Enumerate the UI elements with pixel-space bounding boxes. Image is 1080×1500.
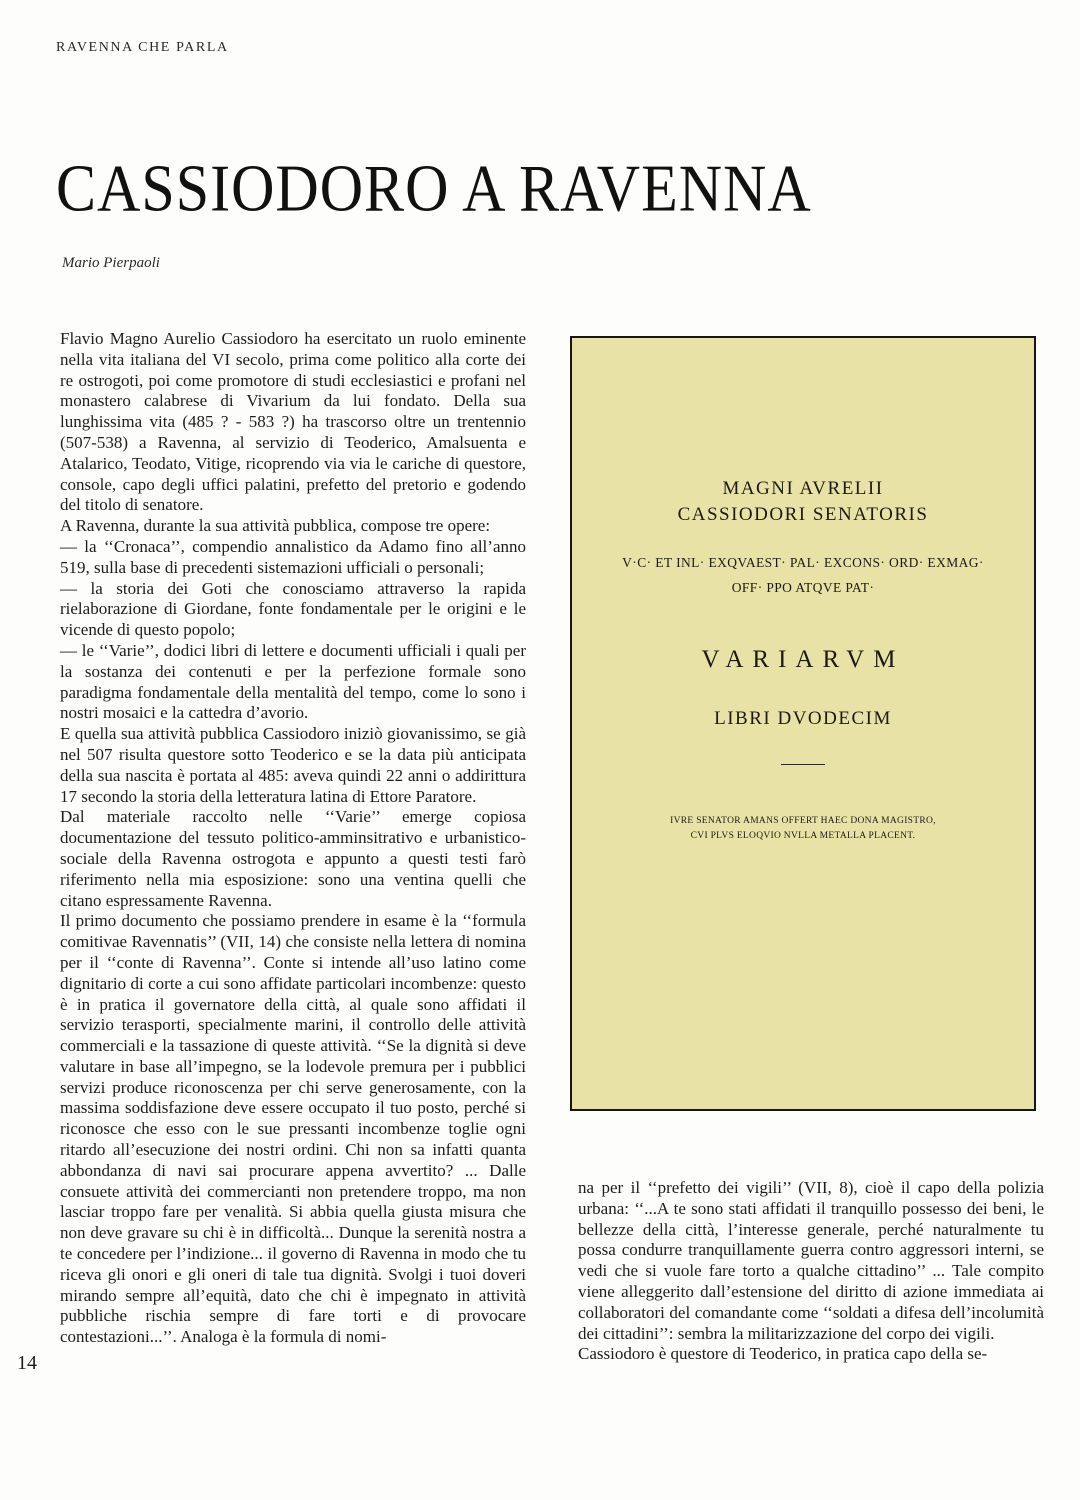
running-head: RAVENNA CHE PARLA [56,40,229,55]
frontispiece-author-line-1: MAGNI AVRELII [722,478,884,499]
body-paragraph: Il primo documento che possiamo prendere in esame è la ‘‘formula comitivae Ravennatis’’ (VII, 14) che consiste nella lettera di nomina per il ‘‘conte di Ravenna’’. Conte si intende all’uso latino come dignitario di corte a cui sono affidate particolari incombenze: questo è in pratica il governatore della città, al quale sono affidati il servizio terasporti, specialmente marini, il controllo delle attività commerciali e la tassazione di queste attività. ‘‘Se la dignità si deve valutare in base all’impegno, se la lodevole premura per i pubblici servizi produce riconoscenza per chi serve generosamente, con la massima soddisfazione deve essere occupato il tuo posto, perché si riconosce che esso con le sue pressanti incombenze toglie ogni ritardo all’esecuzione dei nostri ordini. Chi non sa infatti quanta abbondanza di navi sai procurare appena avvertito? ... Dalle consuete attività dei commercianti non pretendere troppo, ma non lasciar troppo fare per venalità. Si abbia quella giusta misura che non deve gravare su chi è in difficoltà... Dunque la serenità nostra a te concedere per l’indizione... il governo di Ravenna in modo che tu riceva gli onori e gli oneri di tale tua dignità. Svolgi i tuoi doveri mirando sempre all’equità, dato che chi è impegnato in attività pubbliche rischia sempre di fare torti e di provocare contestazioni...’’. Analoga è la formula di nomi- [60,911,526,1347]
frontispiece-subtitle: LIBRI DVODECIM [714,708,892,729]
frontispiece-motto-line-2: CVI PLVS ELOQVIO NVLLA METALLA PLACENT. [690,831,916,841]
frontispiece-main-title: VARIARVM [701,646,905,673]
left-column [60,329,526,1348]
body-paragraph: Flavio Magno Aurelio Cassiodoro ha esercitato un ruolo eminente nella vita italiana del VI secolo, prima come politico alla corte dei re ostrogoti, poi come promotore di studi ecclesiastici e profani nel monastero calabrese di Vivarium da lui fondato. Della sua lunghissima vita (485 ? - 583 ?) ha trascorso oltre un trentennio (507-538) a Ravenna, al servizio di Teoderico, Amalsuenta e Atalarico, Teodato, Vitige, ricoprendo via via le cariche di questore, console, capo degli uffici palatini, prefetto del pretorio e godendo del titolo di senatore. [60,329,526,515]
frontispiece-titles-line-2: OFF· PPO ATQVE PAT· [731,580,875,595]
frontispiece-divider [781,764,825,765]
article-title: CASSIODORO A RAVENNA [56,151,812,226]
body-paragraph: E quella sua attività pubblica Cassiodoro iniziò giovanissimo, se già nel 507 risulta questore sotto Teoderico e se la data più anticipata della sua nascita è portata al 485: aveva quindi 22 anni o addirittura 17 secondo la storia della letteratura latina di Ettore Paratore. [60,724,526,806]
variarum-title-page-image [570,336,1036,1111]
list-item-storia-goti: — la storia dei Goti che conosciamo attraverso la rapida rielaborazione di Giordane, fonte fondamentale per le origini e le vicende di questo popolo; [60,578,526,640]
frontispiece-motto-line-1: IVRE SENATOR AMANS OFFERT HAEC DONA MAGISTRO, [670,816,936,826]
list-item-varie: — le ‘‘Varie’’, dodici libri di lettere e documenti ufficiali i quali per la sostanza dei contenuti e per la perfezione formale sono paradigma fondamentale della mentalità del tempo, come lo sono i nostri mosaici e la cattedra d’avorio. [60,640,526,723]
frontispiece-author-line-2: CASSIODORI SENATORIS [677,504,929,525]
page-number: 14 [17,1352,37,1374]
body-paragraph: Cassiodoro è questore di Teoderico, in pratica capo della se- [578,1344,988,1364]
frontispiece-titles-line-1: V·C· ET INL· EXQVAEST· PAL· EXCONS· ORD· EXMAG· [622,555,984,570]
body-paragraph: na per il ‘‘prefetto dei vigili’’ (VII, 8), cioè il capo della polizia urbana: ‘‘...A te sono stati affidati il tranquillo possesso dei beni, le bellezze della città, l’interesse generale, perché naturalmente tu possa condurre tranquillamente guerra contro aggressori interni, se vedi che si vuole fare torto a qualche cittadino’’ ... Tale compito viene alleggerito dall’estensione del diritto di azione immediata ai collaboratori del comandante come ‘‘soldati a difesa dell’incolumità dei cittadini’’: sembra la militarizzazione del corpo dei vigili. [578,1178,1044,1343]
body-paragraph: Dal materiale raccolto nelle ‘‘Varie’’ emerge copiosa documentazione del tessuto politico-amminsitrativo e urbanistico-sociale della Ravenna ostrogota e appunto a questi testi farò riferimento nella mia esposizione: sono una ventina quelli che citano espressamente Ravenna. [60,807,526,910]
body-paragraph: A Ravenna, durante la sua attività pubblica, compose tre opere: [60,516,491,536]
right-column [578,1178,1044,1365]
list-item-cronaca: — la ‘‘Cronaca’’, compendio annalistico da Adamo fino all’anno 519, sulla base di precedenti sistemazioni ufficiali o personali; [60,536,526,577]
author-byline: Mario Pierpaoli [62,255,160,271]
